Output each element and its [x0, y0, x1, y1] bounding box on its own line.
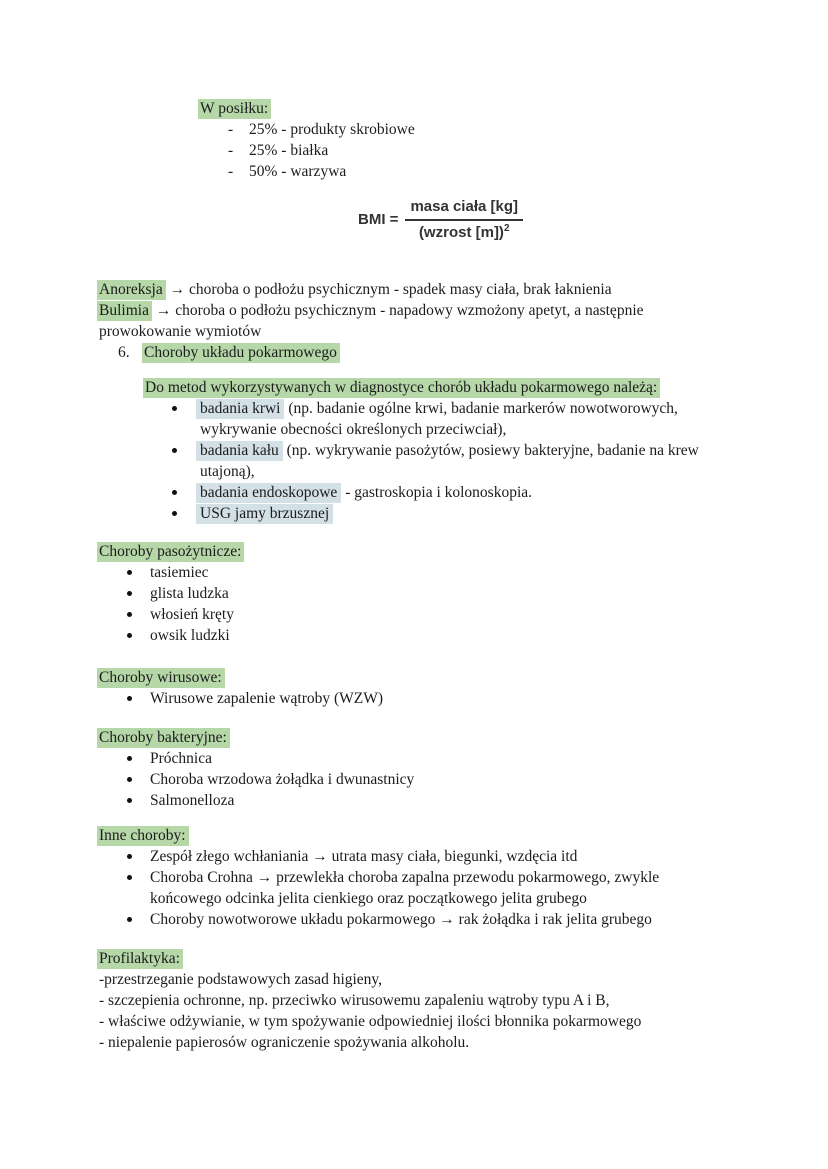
item-text: włosień kręty [150, 606, 234, 623]
item-text [200, 398, 716, 440]
item-text: tasiemiec [150, 564, 209, 581]
formula-denominator [419, 221, 510, 242]
bullet-dot-icon [127, 612, 132, 617]
section-heading [99, 541, 778, 562]
bmi-label: BMI = [358, 211, 399, 228]
diagnostics-heading-highlight: Do metod wykorzystywanych w diagnostyce chorób układu pokarmowego należą: [143, 378, 660, 398]
bullet-dot-icon [172, 490, 177, 495]
section-heading [99, 667, 778, 688]
meal-heading-highlight: W posiłku: [198, 99, 271, 119]
bullet-dot-icon [127, 798, 132, 803]
prophylaxis-heading [99, 948, 778, 969]
bullet-dot-icon [127, 633, 132, 638]
bullet-dot-icon [127, 570, 132, 575]
list-item [99, 161, 778, 182]
definition-term: Bulimia [97, 301, 152, 321]
meal-item-text: 25% - białka [249, 142, 329, 159]
highlighted-term: badania krwi [196, 399, 284, 419]
definitions [99, 279, 727, 342]
bullet-dot-icon [127, 756, 132, 761]
dash-marker: - [228, 163, 234, 180]
list-item [99, 748, 778, 769]
section-heading-highlight: Choroby pasożytnicze: [97, 542, 244, 562]
list-item [99, 562, 778, 583]
list-item [99, 482, 778, 503]
fraction [405, 197, 523, 242]
bmi-formula [358, 197, 778, 242]
bullet-dot-icon [127, 875, 132, 880]
item-number: 6. [118, 344, 130, 361]
section-bacterial-diseases [99, 727, 778, 811]
section-other-diseases [99, 825, 778, 930]
bullet-dot-icon [127, 591, 132, 596]
formula-exponent: 2 [503, 223, 510, 234]
formula-denominator-base: (wzrost [m]) [418, 224, 504, 241]
item-text [200, 440, 716, 482]
list-item [99, 440, 778, 482]
meal-list [99, 119, 778, 182]
item-text: Choroba wrzodowa żołądka i dwunastnicy [150, 771, 415, 788]
item-text: Zespół złego wchłaniania → utrata masy ciała, biegunki, wzdęcia itd [150, 848, 578, 865]
meal-item-text: 25% - produkty skrobiowe [249, 121, 415, 138]
list-item [99, 604, 778, 625]
highlighted-term: badania endoskopowe [196, 483, 341, 503]
section-prophylaxis [99, 948, 778, 1053]
item-text: Choroba Crohna → przewlekła choroba zapalna przewodu pokarmowego, zwykle końcowego odcinka jelita cienkiego oraz początkowego jelita grubego [150, 869, 660, 907]
diagnostics-list [99, 398, 778, 524]
numbered-item [99, 342, 778, 363]
list-item [99, 909, 778, 930]
item-text: Salmonelloza [150, 792, 235, 809]
section-heading-highlight: Choroby bakteryjne: [97, 728, 230, 748]
item-text: owsik ludzki [150, 627, 230, 644]
definition-text: → choroba o podłożu psychicznym - napadowy wzmożony apetyt, a następnie prowokowanie wymiotów [99, 302, 644, 340]
section-heading [99, 825, 778, 846]
bullet-dot-icon [127, 854, 132, 859]
definition-anoreksja [99, 279, 727, 300]
list-item [99, 867, 778, 909]
list-item [99, 846, 778, 867]
bullet-dot-icon [172, 448, 177, 453]
numbered-item-label: Choroby układu pokarmowego [142, 343, 340, 363]
prophylaxis-heading-highlight: Profilaktyka: [97, 949, 183, 969]
dash-marker: - [228, 142, 234, 159]
item-rest-text: - gastroskopia i kolonoskopia. [341, 484, 533, 501]
item-text: glista ludzka [150, 585, 229, 602]
bullet-dot-icon [127, 917, 132, 922]
list-item [99, 625, 778, 646]
bullet-dot-icon [127, 696, 132, 701]
list-item [99, 583, 778, 604]
item-text: Choroby nowotworowe układu pokarmowego → rak żołądka i rak jelita grubego [150, 911, 652, 928]
highlighted-term: USG jamy brzusznej [196, 504, 333, 524]
section-viral-diseases [99, 667, 778, 709]
section-parasitic-diseases [99, 541, 778, 646]
formula-numerator: masa ciała [kg] [405, 197, 523, 221]
item-text [200, 503, 716, 524]
meal-item-text: 50% - warzywa [249, 163, 347, 180]
list-item [99, 398, 778, 440]
section-heading-highlight: Inne choroby: [97, 826, 189, 846]
prophylaxis-line: - niepalenie papierosów ograniczenie spożywania alkoholu. [99, 1034, 470, 1051]
prophylaxis-line: - szczepienia ochronne, np. przeciwko wirusowemu zapaleniu wątroby typu A i B, [99, 992, 610, 1009]
item-text: Próchnica [150, 750, 212, 767]
meal-heading [200, 98, 778, 119]
diagnostics-heading [145, 377, 778, 398]
highlighted-term: badania kału [196, 441, 283, 461]
prophylaxis-line: - właściwe odżywianie, w tym spożywanie odpowiedniej ilości błonnika pokarmowego [99, 1013, 642, 1030]
list-item [99, 688, 778, 709]
list-item [99, 790, 778, 811]
list-item [99, 769, 778, 790]
list-item [99, 140, 778, 161]
item-text [200, 482, 716, 503]
prophylaxis-line: -przestrzeganie podstawowych zasad higieny, [99, 971, 383, 988]
item-rest-text: (np. badanie ogólne krwi, badanie markerów nowotworowych, wykrywanie obecności określonych przeciwciał), [200, 400, 678, 438]
bullet-dot-icon [172, 406, 177, 411]
bullet-dot-icon [127, 777, 132, 782]
bullet-dot-icon [172, 511, 177, 516]
definition-term: Anoreksja [97, 280, 166, 300]
list-item [99, 503, 778, 524]
dash-marker: - [228, 121, 234, 138]
definition-bulimia [99, 300, 727, 342]
list-item [99, 119, 778, 140]
section-heading-highlight: Choroby wirusowe: [97, 668, 225, 688]
item-rest-text: (np. wykrywanie pasożytów, posiewy bakteryjne, badanie na krew utajoną), [200, 442, 699, 480]
item-text: Wirusowe zapalenie wątroby (WZW) [150, 690, 384, 707]
definition-text: → choroba o podłożu psychicznym - spadek masy ciała, brak łaknienia [165, 281, 612, 298]
section-heading [99, 727, 778, 748]
